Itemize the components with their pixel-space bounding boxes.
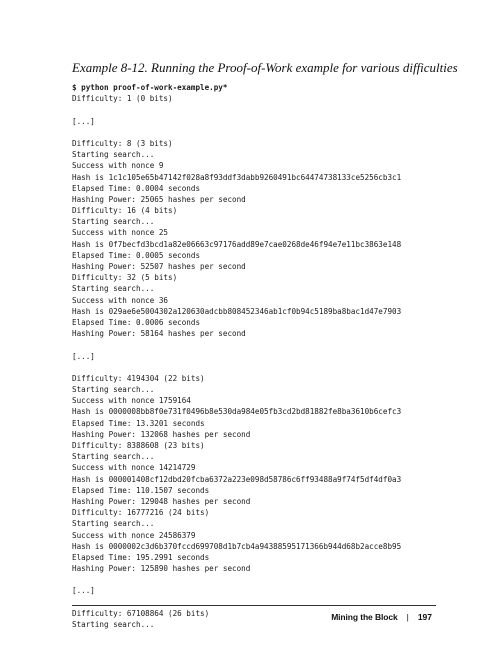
code-line: [...] bbox=[72, 351, 95, 361]
page-number: 197 bbox=[417, 612, 432, 622]
code-line: Elapsed Time: 110.1507 seconds bbox=[72, 485, 210, 495]
code-line bbox=[72, 597, 401, 608]
code-line: Starting search... bbox=[72, 385, 155, 395]
example-caption: Example 8-12. Running the Proof-of-Work example for various difficulties bbox=[72, 60, 458, 75]
code-line: Elapsed Time: 0.0005 seconds bbox=[72, 250, 201, 260]
footer-section-title: Mining the Block bbox=[331, 612, 398, 622]
footer-divider bbox=[72, 605, 436, 606]
code-line: Starting search... bbox=[72, 217, 155, 227]
code-line: [...] bbox=[72, 116, 95, 126]
code-line: Difficulty: 8 (3 bits) bbox=[72, 138, 173, 148]
footer-separator: | bbox=[406, 612, 409, 622]
code-line: Success with nonce 9 bbox=[72, 161, 164, 171]
code-line: Difficulty: 8388608 (23 bits) bbox=[72, 441, 205, 450]
code-line: Starting search... bbox=[72, 452, 155, 462]
code-line bbox=[72, 127, 401, 138]
code-line: Elapsed Time: 0.0006 seconds bbox=[72, 317, 201, 327]
code-line: Elapsed Time: 0.0004 seconds bbox=[72, 183, 201, 193]
code-line bbox=[72, 339, 401, 350]
code-line: Hash is 0000008bb8f0e731f0496b8e530da984e05fb3cd2bd81882fe8ba3610b6cefc3 bbox=[72, 407, 402, 417]
code-line: Hash is 0f7becfd3bcd1a82e06663c97176add89e7cae0268de46f94e7e11bc3863e148 bbox=[72, 239, 402, 249]
code-line: Hash is 0000002c3d6b370fccd699708d1b7cb4a94388595171366b944d68b2acce8b95 bbox=[72, 541, 402, 551]
code-line: Starting search... bbox=[72, 519, 155, 529]
code-line: Hash is 000001408cf12dbd20fcba6372a223e098d58786c6ff93488a9f74f5df4df0a3 bbox=[72, 474, 402, 484]
code-line: Hashing Power: 25065 hashes per second bbox=[72, 194, 246, 204]
code-line bbox=[72, 362, 401, 373]
code-line: Difficulty: 32 (5 bits) bbox=[72, 273, 178, 283]
code-line: Hashing Power: 129048 hashes per second bbox=[72, 496, 251, 506]
code-line: Success with nonce 1759164 bbox=[72, 396, 191, 406]
code-line: Success with nonce 24586379 bbox=[72, 530, 196, 540]
code-line: Hashing Power: 132068 hashes per second bbox=[72, 429, 251, 439]
code-line: Elapsed Time: 13.3201 seconds bbox=[72, 418, 205, 428]
code-listing bbox=[72, 82, 401, 630]
code-line: Difficulty: 4194304 (22 bits) bbox=[72, 373, 205, 383]
code-line: Starting search... bbox=[72, 620, 155, 629]
code-line bbox=[72, 574, 401, 585]
code-line bbox=[72, 104, 401, 115]
code-line: Starting search... bbox=[72, 284, 155, 294]
code-line: Difficulty: 16777216 (24 bits) bbox=[72, 508, 210, 518]
code-line: Difficulty: 67108864 (26 bits) bbox=[72, 608, 210, 618]
code-line: Success with nonce 14214729 bbox=[72, 463, 196, 473]
code-line: Success with nonce 36 bbox=[72, 295, 169, 305]
code-line: Difficulty: 16 (4 bits) bbox=[72, 206, 178, 216]
page-footer bbox=[331, 612, 432, 622]
code-line: [...] bbox=[72, 586, 95, 596]
code-line: Difficulty: 1 (0 bits) bbox=[72, 94, 173, 104]
code-line: Success with nonce 25 bbox=[72, 228, 169, 238]
code-line: Elapsed Time: 195.2991 seconds bbox=[72, 552, 210, 562]
code-line: Hashing Power: 52507 hashes per second bbox=[72, 262, 246, 271]
code-line: Hash is 1c1c105e65b47142f028a8f93ddf3dabb9260491bc64474738133ce5256cb3c1 bbox=[72, 172, 402, 182]
code-line: Hashing Power: 58164 hashes per second bbox=[72, 329, 246, 339]
code-line: Starting search... bbox=[72, 150, 155, 160]
code-line: Hash is 029ae6e5004302a120630adcbb808452346ab1cf0b94c5189ba8bac1d47e7903 bbox=[72, 306, 402, 316]
code-command-line: $ python proof-of-work-example.py* bbox=[72, 83, 228, 92]
code-line: Hashing Power: 125890 hashes per second bbox=[72, 564, 251, 574]
